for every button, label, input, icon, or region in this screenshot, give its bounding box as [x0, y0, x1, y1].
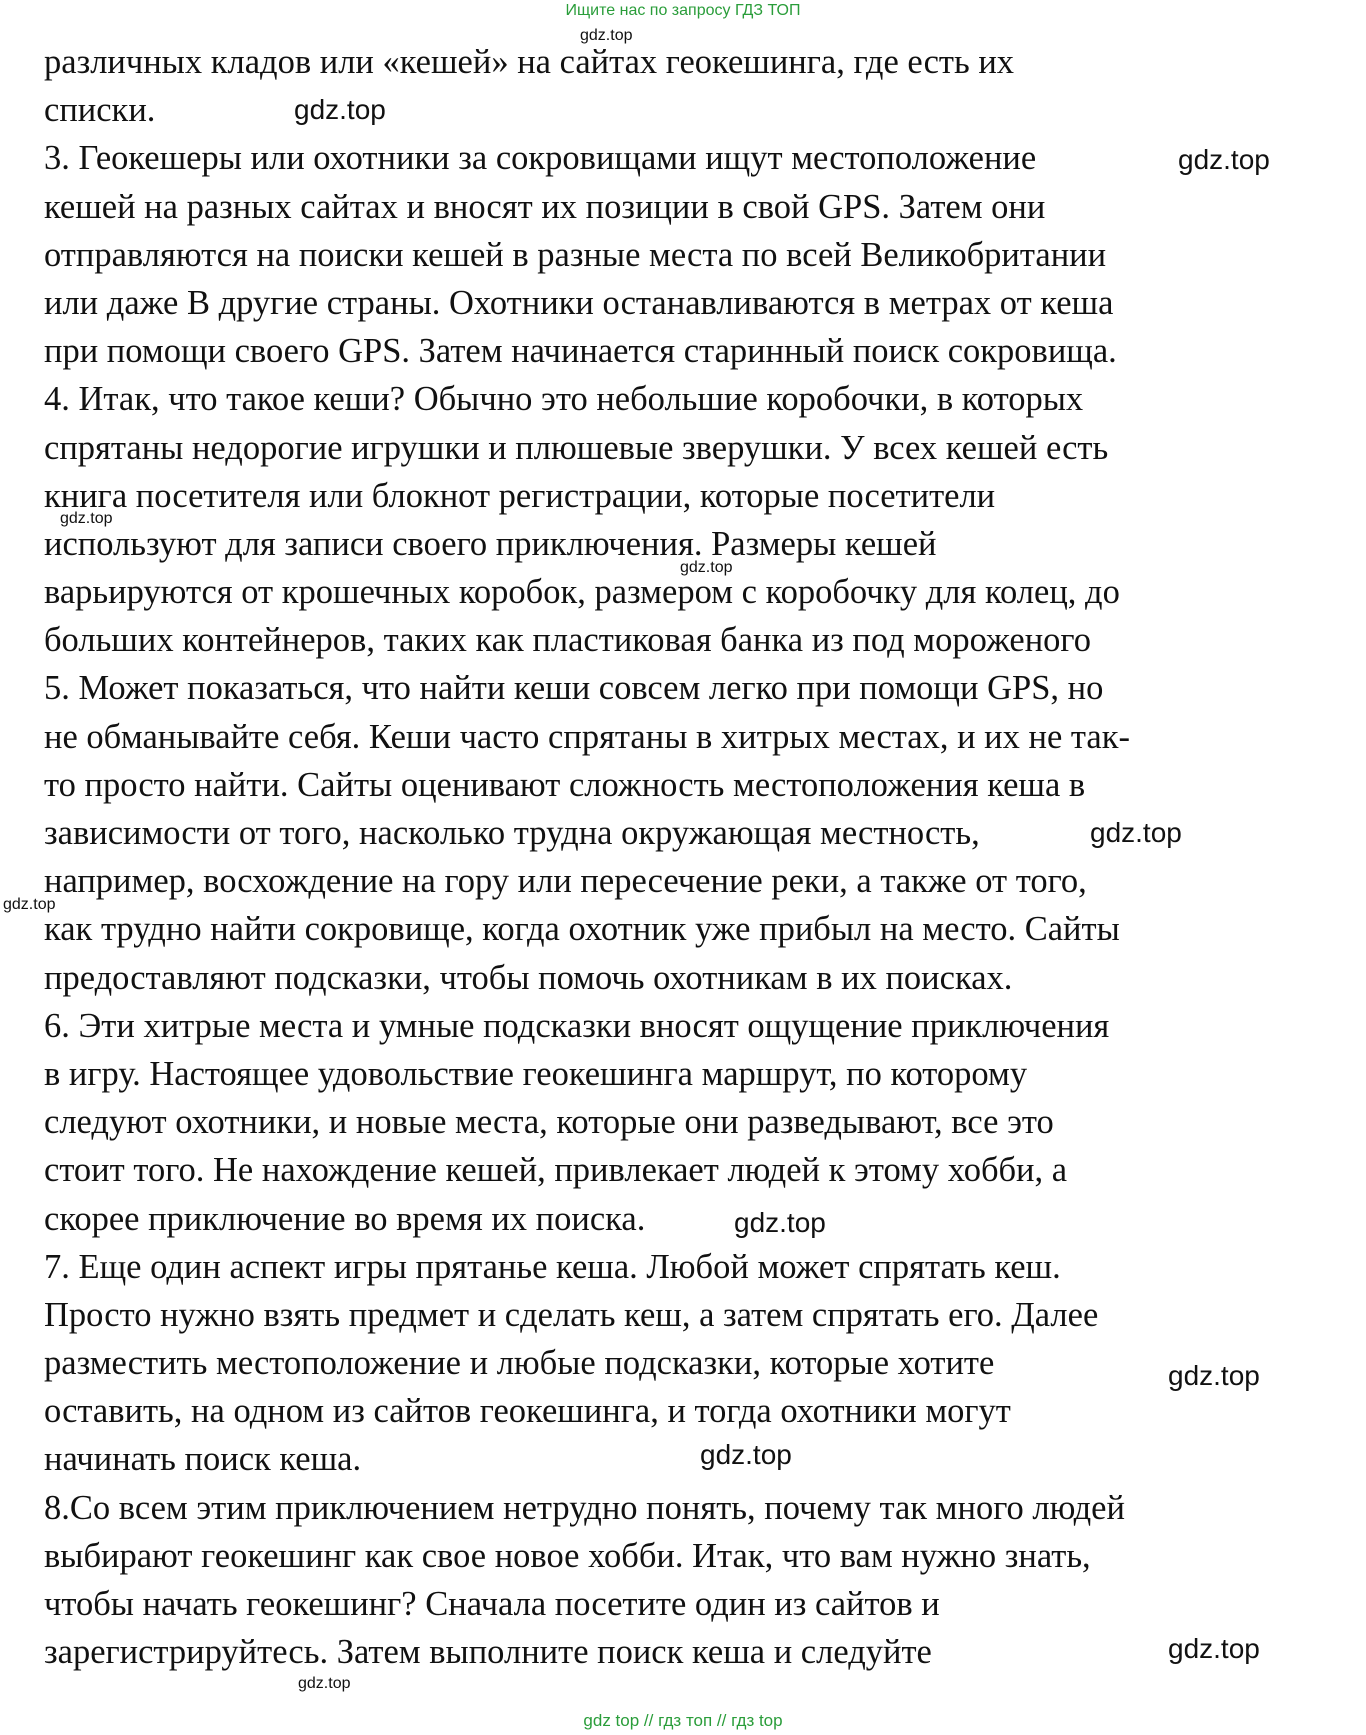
text-line: книга посетителя или блокнот регистрации, которые посетители — [44, 476, 996, 515]
text-line: при помощи своего GPS. Затем начинается старинный поиск сокровища. — [44, 332, 1117, 371]
text-line: предоставляют подсказки, чтобы помочь охотникам в их поисках. — [44, 958, 1013, 997]
text-line: 5. Может показаться, что найти кеши совсем легко при помощи GPS, но — [44, 669, 1104, 708]
text-line: как трудно найти сокровище, когда охотник уже прибыл на место. Сайты — [44, 910, 1120, 949]
footer-links: gdz top // гдз топ // гдз top — [583, 1711, 783, 1730]
text-line: кешей на разных сайтах и вносят их позиции в свой GPS. Затем они — [44, 187, 1046, 226]
watermark: gdz.top — [298, 1675, 351, 1692]
watermark: gdz.top — [1168, 1633, 1260, 1664]
text-line: выбирают геокешинг как свое новое хобби. Итак, что вам нужно знать, — [44, 1536, 1091, 1575]
document-text — [44, 38, 1130, 1676]
text-line: 3. Геокешеры или охотники за сокровищами ищут местоположение — [44, 139, 1037, 178]
watermark: gdz.top — [734, 1207, 826, 1238]
watermark: gdz.top — [700, 1439, 792, 1470]
watermark: gdz.top — [60, 510, 113, 527]
text-line: скорее приключение во время их поиска. — [44, 1199, 646, 1238]
text-line: 7. Еще один аспект игры прятанье кеша. Любой может спрятать кеш. — [44, 1247, 1061, 1286]
watermark: gdz.top — [1090, 817, 1182, 848]
text-line: отправляются на поиски кешей в разные места по всей Великобритании — [44, 235, 1107, 274]
text-line: варьируются от крошечных коробок, размером с коробочку для колец, до — [44, 573, 1120, 612]
text-line: 4. Итак, что такое кеши? Обычно это небольшие коробочки, в которых — [44, 380, 1084, 419]
text-line: различных кладов или «кешей» на сайтах геокешинга, где есть их — [44, 43, 1015, 81]
text-line: зависимости от того, насколько трудна окружающая местность, — [44, 814, 980, 852]
text-line: начинать поиск кеша. — [44, 1440, 362, 1479]
text-line: больших контейнеров, таких как пластиковая банка из под мороженого — [44, 621, 1091, 660]
text-line: списки. — [44, 91, 156, 130]
text-line: 6. Эти хитрые места и умные подсказки вносят ощущение приключения — [44, 1006, 1110, 1045]
watermark: gdz.top — [580, 27, 633, 44]
text-line: стоит того. Не нахождение кешей, привлекает людей к этому хобби, а — [44, 1151, 1068, 1190]
text-line: оставить, на одном из сайтов геокешинга, и тогда охотники могут — [44, 1392, 1011, 1431]
text-line: в игру. Настоящее удовольствие геокешинга маршрут, по которому — [44, 1054, 1028, 1093]
top-banner: Ищите нас по запросу ГДЗ ТОП — [565, 2, 801, 19]
text-line: зарегистрируйтесь. Затем выполните поиск кеша и следуйте — [44, 1633, 932, 1672]
watermark: gdz.top — [294, 94, 386, 125]
watermark: gdz.top — [1178, 144, 1270, 175]
watermark: gdz.top — [1168, 1360, 1260, 1391]
watermark: gdz.top — [680, 559, 733, 576]
text-line: разместить местоположение и любые подсказки, которые хотите — [44, 1344, 995, 1383]
text-line: используют для записи своего приключения. Размеры кешей — [44, 524, 937, 563]
text-line: не обманывайте себя. Кеши часто спрятаны в хитрых местах, и их не так- — [44, 717, 1130, 756]
text-line: следуют охотники, и новые места, которые они разведывают, все это — [44, 1103, 1054, 1142]
text-line: спрятаны недорогие игрушки и плюшевые зверушки. У всех кешей есть — [44, 428, 1109, 467]
text-line: например, восхождение на гору или пересечение реки, а также от того, — [44, 862, 1087, 901]
text-line: 8.Со всем этим приключением нетрудно понять, почему так много людей — [44, 1488, 1125, 1527]
text-line: чтобы начать геокешинг? Сначала посетите один из сайтов и — [44, 1585, 940, 1623]
text-line: то просто найти. Сайты оценивают сложность местоположения кеша в — [44, 765, 1086, 804]
text-line: или даже В другие страны. Охотники останавливаются в метрах от кеша — [44, 283, 1114, 322]
watermark: gdz.top — [3, 896, 56, 913]
text-line: Просто нужно взять предмет и сделать кеш, а затем спрятать его. Далее — [44, 1295, 1099, 1334]
